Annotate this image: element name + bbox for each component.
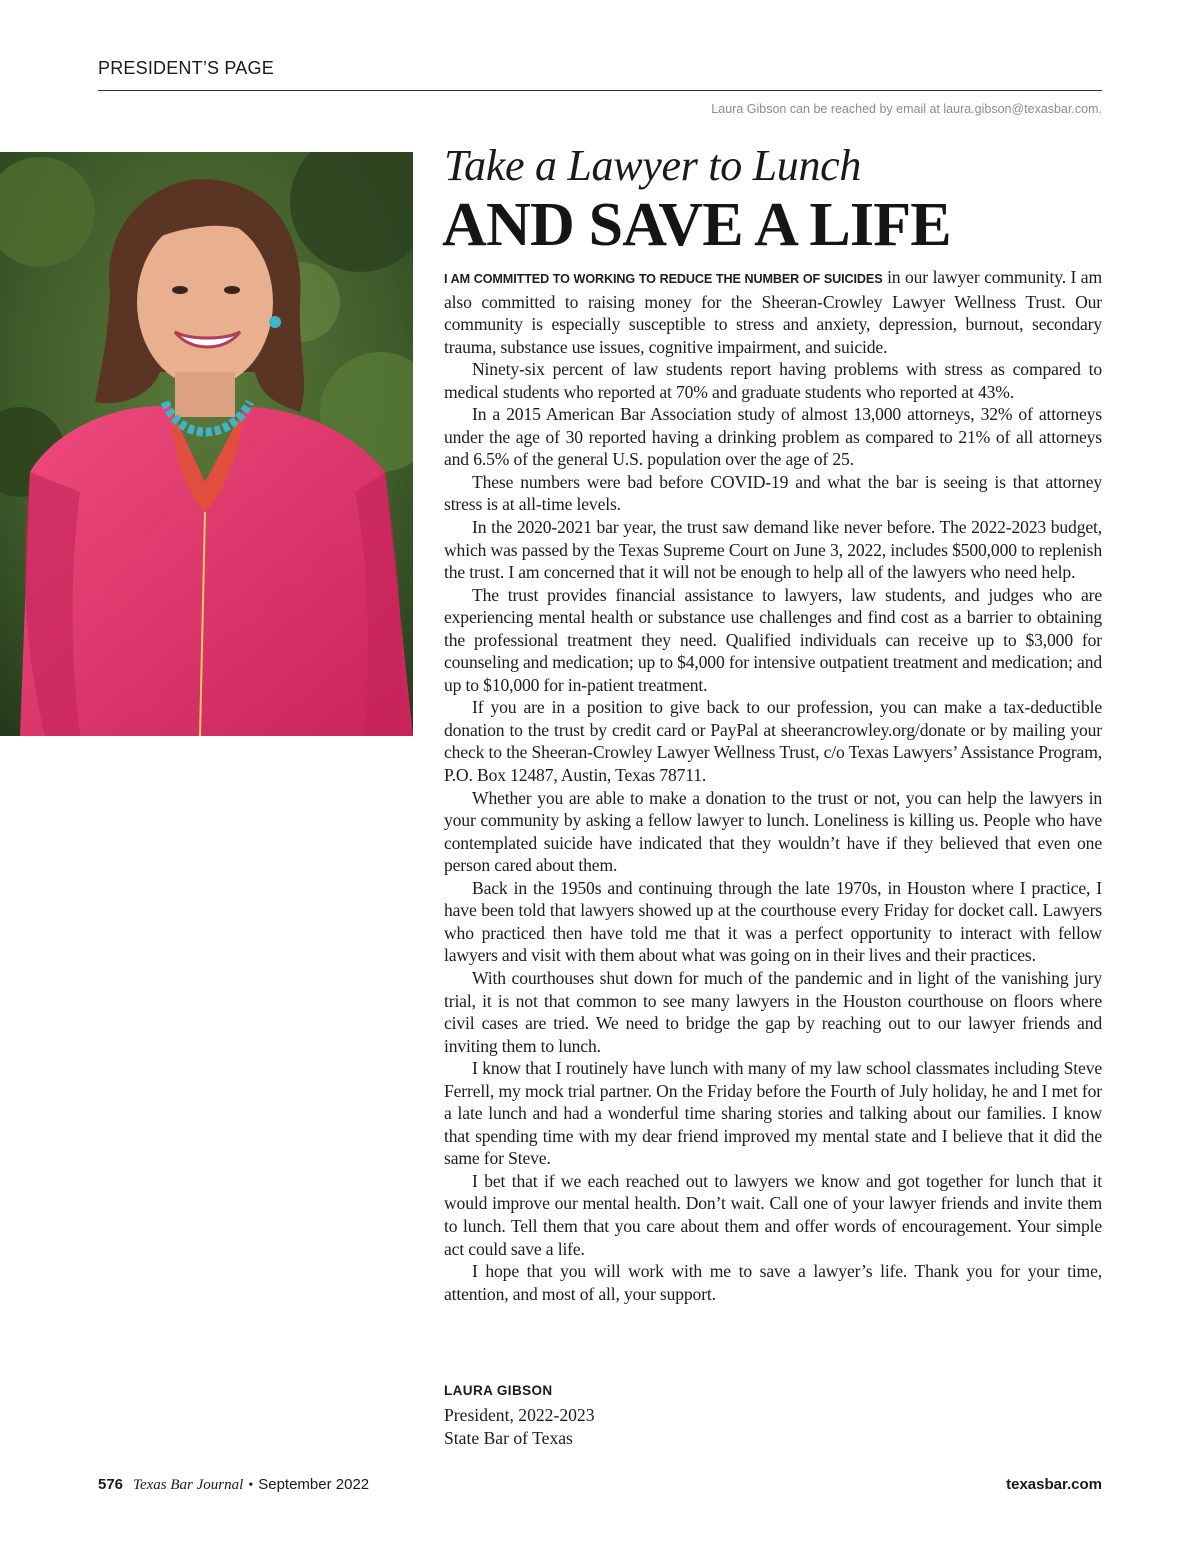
- footer-separator: •: [248, 1478, 254, 1493]
- portrait-illustration: [0, 152, 413, 736]
- section-label: PRESIDENT’S PAGE: [98, 58, 274, 78]
- article-paragraph: The trust provides financial assistance to lawyers, law students, and judges who are experiencing mental health or substance use challenges and find cost as a barrier to obtaining the professional treatment they need. Qualified individuals can receive up to $3,000 for counseling and medication; up to $4,000 for intensive outpatient treatment and medication; and up to $10,000 for in-patient treatment.: [444, 584, 1102, 695]
- article-paragraph: Ninety-six percent of law students report having problems with stress as compared to medical students who reported at 70% and graduate students who reported at 43%.: [444, 359, 1102, 402]
- issue-date: September 2022: [258, 1476, 370, 1493]
- article-paragraph: In the 2020-2021 bar year, the trust saw demand like never before. The 2022-2023 budget, which was passed by the Texas Supreme Court on June 3, 2022, includes $500,000 to replenish the trust. I am concerned that it will not be enough to help all of the lawyers who need help.: [444, 517, 1102, 583]
- article-paragraph: I know that I routinely have lunch with many of my law school classmates including Steve Ferrell, my mock trial partner. On the Friday before the Fourth of July holiday, he and I met for a late lunch and had a wonderful time sharing stories and talking about our families. I know that spending time with my dear friend improved my mental state and I believe that it did the same for Steve.: [444, 1058, 1102, 1169]
- article-paragraph: If you are in a position to give back to our profession, you can make a tax-deductible donation to the trust by credit card or PayPal at sheerancrowley.org/donate or by mailing your check to the Sheeran-Crowley Lawyer Wellness Trust, c/o Texas Lawyers’ Assistance Program, P.O. Box 12487, Austin, Texas 78711.: [444, 697, 1102, 786]
- article-paragraph: [444, 266, 1102, 358]
- article-paragraph: With courthouses shut down for much of the pandemic and in light of the vanishing jury trial, it is not that common to see many lawyers in the Houston courthouse on floors where civil cases are tried. We need to bridge the gap by reaching out to our lawyer friends and inviting them to lunch.: [444, 967, 1102, 1056]
- lead-in: I AM COMMITTED TO WORKING TO REDUCE THE NUMBER OF SUICIDES: [444, 272, 883, 286]
- signature-name: LAURA GIBSON: [444, 1383, 553, 1398]
- article-kicker: Take a Lawyer to Lunch: [444, 141, 862, 190]
- contact-line: Laura Gibson can be reached by email at laura.gibson@texasbar.com.: [711, 102, 1102, 116]
- lead-paragraph-text: in our lawyer community. I am also committed to raising money for the Sheeran-Crowley Lawyer Wellness Trust. Our community is especially susceptible to stress and anxiety, depression, burnout, secondary trauma, substance use issues, cognitive impairment, and suicide.: [444, 267, 1102, 357]
- footer-left: [98, 1476, 369, 1494]
- article-body: [444, 266, 1102, 1305]
- signature-title: President, 2022-2023: [444, 1405, 595, 1425]
- article-paragraph: Whether you are able to make a donation to the trust or not, you can help the lawyers in your community by asking a fellow lawyer to lunch. Loneliness is killing us. People who have contemplated suicide have indicated that they wouldn’t have if they believed that even one person cared about them.: [444, 787, 1102, 876]
- header-rule: [98, 90, 1102, 91]
- article-headline: AND SAVE A LIFE: [442, 191, 951, 259]
- footer-website: texasbar.com: [1006, 1476, 1102, 1493]
- article-paragraph: I bet that if we each reached out to lawyers we know and got together for lunch that it would improve our mental health. Don’t wait. Call one of your lawyer friends and invite them to lunch. Tell them that you care about them and offer words of encouragement. Your simple act could save a life.: [444, 1170, 1102, 1259]
- page-number: 576: [98, 1476, 124, 1493]
- article-paragraph: I hope that you will work with me to save a lawyer’s life. Thank you for your time, attention, and most of all, your support.: [444, 1261, 1102, 1304]
- article-paragraph: In a 2015 American Bar Association study of almost 13,000 attorneys, 32% of attorneys under the age of 30 reported having a drinking problem as compared to 21% of all attorneys and 6.5% of the general U.S. population over the age of 25.: [444, 404, 1102, 470]
- author-photo: [0, 152, 413, 736]
- article-paragraph: Back in the 1950s and continuing through the late 1970s, in Houston where I practice, I have been told that lawyers showed up at the courthouse every Friday for docket call. Lawyers who practiced then have told me that it was a perfect opportunity to interact with fellow lawyers and visit with them about what was going on in their lives and their practices.: [444, 877, 1102, 966]
- signature-organization: State Bar of Texas: [444, 1427, 573, 1448]
- journal-name: Texas Bar Journal: [133, 1477, 244, 1493]
- signature-block: [444, 1383, 595, 1449]
- article-paragraph: These numbers were bad before COVID-19 and what the bar is seeing is that attorney stress is at all-time levels.: [444, 471, 1102, 515]
